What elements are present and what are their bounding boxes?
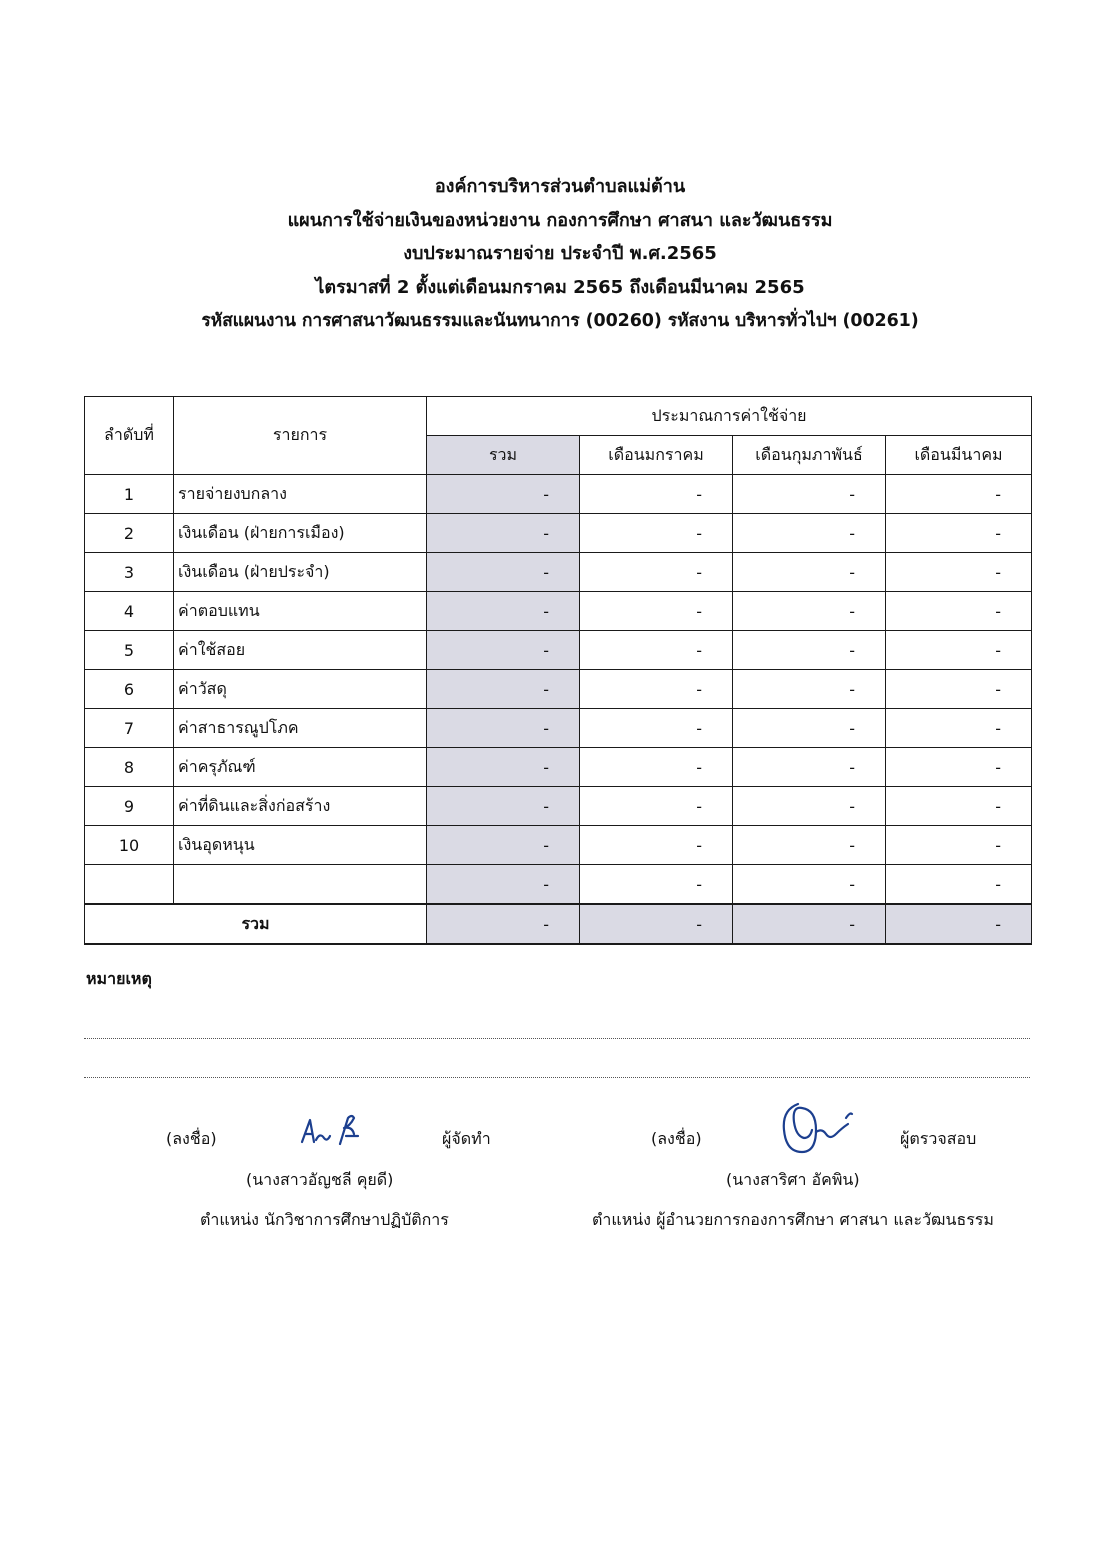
table-row bbox=[85, 826, 1032, 865]
row-march: - bbox=[886, 475, 1032, 514]
row-january: - bbox=[580, 670, 733, 709]
row-item: ค่าที่ดินและสิ่งก่อสร้าง bbox=[174, 787, 427, 826]
plan-code-title: รหัสแผนงาน การศาสนาวัฒนธรรมและนันทนาการ (00260) รหัสงาน บริหารทั่วไปฯ (00261) bbox=[201, 311, 919, 331]
plan-title: แผนการใช้จ่ายเงินของหน่วยงาน กองการศึกษา ศาสนา และวัฒนธรรม bbox=[287, 209, 833, 231]
header-estimated-expense: ประมาณการค่าใช้จ่าย bbox=[427, 397, 1032, 436]
row-number bbox=[85, 865, 174, 905]
row-item: เงินอุดหนุน bbox=[174, 826, 427, 865]
row-total: - bbox=[427, 787, 580, 826]
remark-line-1 bbox=[84, 1038, 1030, 1039]
row-march: - bbox=[886, 826, 1032, 865]
row-february: - bbox=[733, 826, 886, 865]
row-march: - bbox=[886, 865, 1032, 905]
header-order-number: ลำดับที่ bbox=[85, 397, 174, 475]
row-march: - bbox=[886, 553, 1032, 592]
total-march: - bbox=[886, 904, 1032, 944]
row-march: - bbox=[886, 709, 1032, 748]
row-january: - bbox=[580, 631, 733, 670]
row-number: 1 bbox=[85, 475, 174, 514]
preparer-name: (นางสาวอัญชลี คุยดี) bbox=[246, 1170, 394, 1189]
total-label: รวม bbox=[85, 904, 427, 944]
row-february: - bbox=[733, 475, 886, 514]
row-total: - bbox=[427, 631, 580, 670]
reviewer-sign-label: (ลงชื่อ) bbox=[651, 1129, 702, 1148]
row-february: - bbox=[733, 592, 886, 631]
row-total: - bbox=[427, 514, 580, 553]
row-total: - bbox=[427, 865, 580, 905]
row-total: - bbox=[427, 475, 580, 514]
table-row bbox=[85, 709, 1032, 748]
row-february: - bbox=[733, 514, 886, 553]
row-item: รายจ่ายงบกลาง bbox=[174, 475, 427, 514]
row-item: ค่าใช้สอย bbox=[174, 631, 427, 670]
table-row bbox=[85, 631, 1032, 670]
row-march: - bbox=[886, 748, 1032, 787]
row-number: 9 bbox=[85, 787, 174, 826]
row-number: 5 bbox=[85, 631, 174, 670]
row-number: 10 bbox=[85, 826, 174, 865]
organization-title: องค์การบริหารส่วนตำบลแม่ต้าน bbox=[434, 176, 686, 197]
row-march: - bbox=[886, 670, 1032, 709]
preparer-role: ผู้จัดทำ bbox=[442, 1129, 491, 1148]
table-row bbox=[85, 670, 1032, 709]
row-total: - bbox=[427, 670, 580, 709]
row-item bbox=[174, 865, 427, 905]
table-row bbox=[85, 553, 1032, 592]
row-total: - bbox=[427, 553, 580, 592]
header-march: เดือนมีนาคม bbox=[886, 436, 1032, 475]
table-row bbox=[85, 865, 1032, 905]
row-january: - bbox=[580, 865, 733, 905]
row-february: - bbox=[733, 631, 886, 670]
row-total: - bbox=[427, 748, 580, 787]
row-february: - bbox=[733, 709, 886, 748]
row-january: - bbox=[580, 475, 733, 514]
row-march: - bbox=[886, 592, 1032, 631]
table-row bbox=[85, 787, 1032, 826]
row-january: - bbox=[580, 748, 733, 787]
table-row bbox=[85, 514, 1032, 553]
header-january: เดือนมกราคม bbox=[580, 436, 733, 475]
budget-year-title: งบประมาณรายจ่าย ประจำปี พ.ศ.2565 bbox=[403, 243, 717, 264]
row-march: - bbox=[886, 787, 1032, 826]
row-february: - bbox=[733, 865, 886, 905]
row-january: - bbox=[580, 709, 733, 748]
row-item: ค่าตอบแทน bbox=[174, 592, 427, 631]
row-january: - bbox=[580, 553, 733, 592]
total-february: - bbox=[733, 904, 886, 944]
header-item: รายการ bbox=[174, 397, 427, 475]
preparer-position: ตำแหน่ง นักวิชาการศึกษาปฏิบัติการ bbox=[200, 1210, 449, 1229]
row-january: - bbox=[580, 826, 733, 865]
row-item: ค่าครุภัณฑ์ bbox=[174, 748, 427, 787]
row-number: 8 bbox=[85, 748, 174, 787]
total-row bbox=[85, 904, 1032, 944]
row-total: - bbox=[427, 709, 580, 748]
table-row bbox=[85, 592, 1032, 631]
reviewer-role: ผู้ตรวจสอบ bbox=[900, 1129, 977, 1148]
reviewer-position: ตำแหน่ง ผู้อำนวยการกองการศึกษา ศาสนา และวัฒนธรรม bbox=[592, 1210, 994, 1229]
row-number: 3 bbox=[85, 553, 174, 592]
row-total: - bbox=[427, 826, 580, 865]
expense-plan-table bbox=[84, 396, 1032, 945]
reviewer-name: (นางสาริศา อัคพิน) bbox=[726, 1170, 860, 1189]
remark-label: หมายเหตุ bbox=[86, 969, 152, 988]
row-february: - bbox=[733, 670, 886, 709]
quarter-title: ไตรมาสที่ 2 ตั้งแต่เดือนมกราคม 2565 ถึงเดือนมีนาคม 2565 bbox=[315, 276, 805, 298]
row-item: ค่าวัสดุ bbox=[174, 670, 427, 709]
row-number: 4 bbox=[85, 592, 174, 631]
table-row bbox=[85, 748, 1032, 787]
total-january: - bbox=[580, 904, 733, 944]
row-february: - bbox=[733, 553, 886, 592]
row-item: ค่าสาธารณูปโภค bbox=[174, 709, 427, 748]
document-header bbox=[60, 176, 1060, 344]
preparer-signature-image bbox=[296, 1112, 368, 1152]
grand-total: - bbox=[427, 904, 580, 944]
row-january: - bbox=[580, 787, 733, 826]
row-item: เงินเดือน (ฝ่ายการเมือง) bbox=[174, 514, 427, 553]
row-january: - bbox=[580, 514, 733, 553]
row-number: 6 bbox=[85, 670, 174, 709]
row-january: - bbox=[580, 592, 733, 631]
header-february: เดือนกุมภาพันธ์ bbox=[733, 436, 886, 475]
row-march: - bbox=[886, 514, 1032, 553]
table-row bbox=[85, 475, 1032, 514]
row-february: - bbox=[733, 787, 886, 826]
row-february: - bbox=[733, 748, 886, 787]
row-march: - bbox=[886, 631, 1032, 670]
reviewer-signature-image bbox=[776, 1096, 860, 1160]
preparer-sign-label: (ลงชื่อ) bbox=[166, 1129, 217, 1148]
remark-line-2 bbox=[84, 1077, 1030, 1078]
header-total: รวม bbox=[427, 436, 580, 475]
row-number: 2 bbox=[85, 514, 174, 553]
row-total: - bbox=[427, 592, 580, 631]
row-item: เงินเดือน (ฝ่ายประจำ) bbox=[174, 553, 427, 592]
row-number: 7 bbox=[85, 709, 174, 748]
